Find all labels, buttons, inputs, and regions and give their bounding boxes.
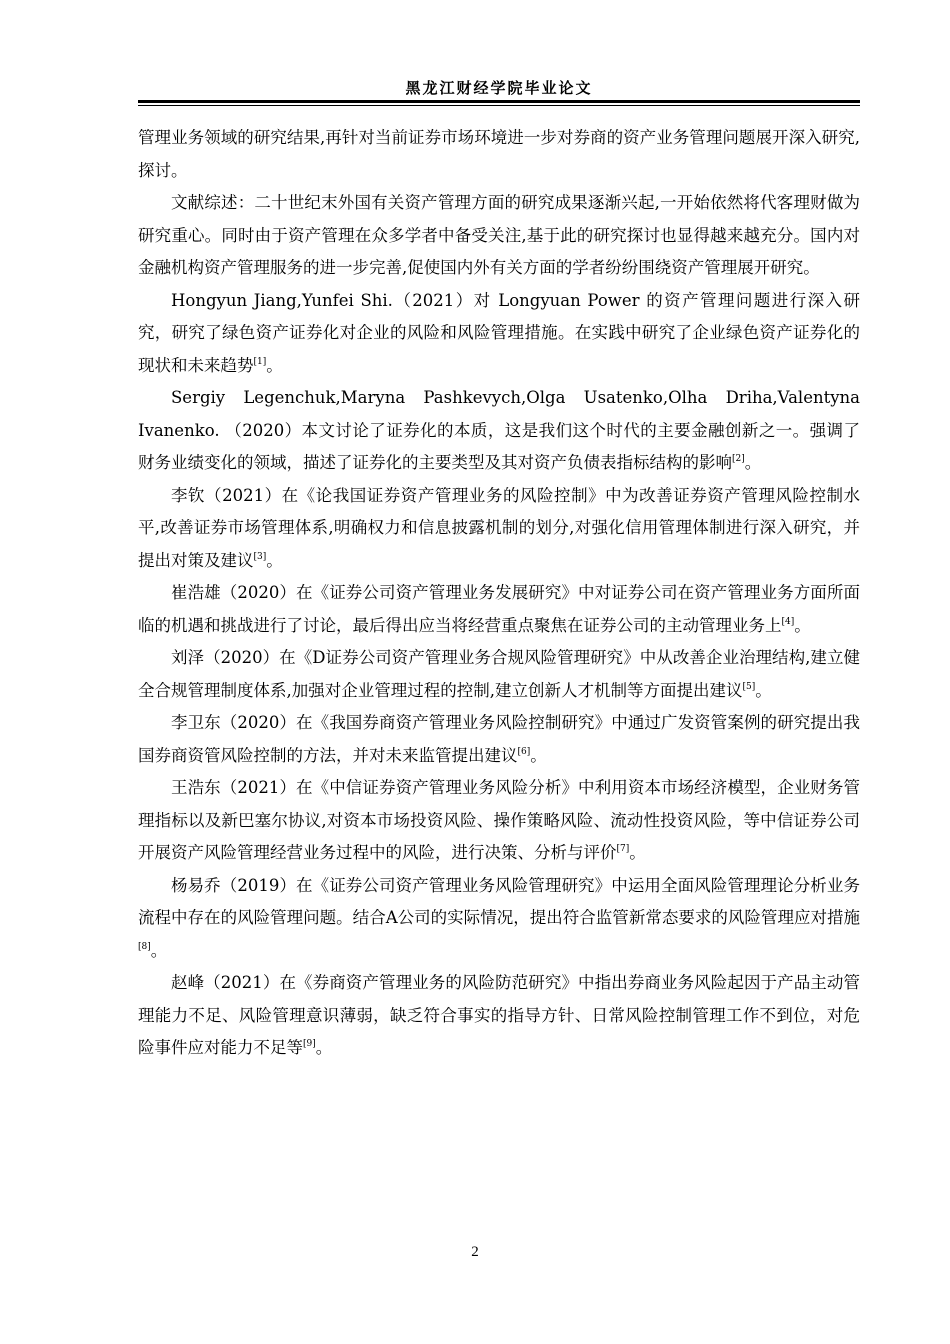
paragraph-tail: 。	[744, 453, 762, 472]
paragraph-text: 李钦（2021）在《论我国证券资产管理业务的风险控制》中为改善证券资产管理风险控制水平,改善证券市场管理体系,明确权力和信息披露机制的划分,对强化信用管理体制进行深入研究，并提出对策及建议	[138, 485, 860, 570]
header-rule-thick	[138, 100, 860, 103]
paragraph-text: 刘泽（2020）在《D证券公司资产管理业务合规风险管理研究》中从改善企业治理结构,建立健全合规管理制度体系,加强对企业管理过程的控制,建立创新人才机制等方面提出建议	[138, 648, 860, 700]
header-title: 黑龙江财经学院毕业论文	[405, 79, 593, 97]
citation-ref: [4]	[781, 616, 795, 627]
paragraph-tail: 。	[315, 1038, 333, 1057]
paragraph	[138, 870, 860, 968]
citation-ref: [3]	[253, 551, 267, 562]
citation-ref: [5]	[742, 681, 756, 692]
paragraph-tail: 。	[530, 745, 547, 765]
citation-ref: [1]	[253, 356, 267, 367]
paragraph-tail: 。	[266, 550, 283, 570]
citation-ref: [7]	[616, 844, 630, 854]
paragraph	[138, 707, 860, 772]
paragraph	[138, 122, 860, 187]
paragraph	[138, 577, 860, 642]
paragraph	[138, 772, 860, 870]
page-number: 2	[471, 1244, 479, 1260]
header-rule-thin	[138, 105, 860, 106]
paragraph-text: 王浩东（2021）在《中信证券资产管理业务风险分析》中利用资本市场经济模型，企业财务管理指标以及新巴塞尔协议,对资本市场投资风险、操作策略风险、流动性投资风险，等中信证券公司开展资产风险管理经营业务过程中的风险，进行决策、分析与评价	[138, 778, 860, 862]
paragraph-text: Hongyun Jiang,Yunfei Shi.（2021）对 Longyuan Power 的资产管理问题进行深入研究，研究了绿色资产证券化对企业的风险和风险管理措施。在实践中研究了企业绿色资产证券化的现状和未来趋势	[138, 290, 860, 375]
paragraph-text: 杨易乔（2019）在《证券公司资产管理业务风险管理研究》中运用全面风险管理理论分析业务流程中存在的风险管理问题。结合A公司的实际情况，提出符合监管新常态要求的风险管理应对措施	[138, 875, 860, 927]
citation-ref: [6]	[517, 746, 531, 757]
citation-ref: [9]	[303, 1039, 316, 1049]
citation-ref: [2]	[732, 454, 745, 464]
citation-ref: [8]	[138, 941, 151, 952]
paragraph-text: 管理业务领域的研究结果,再针对当前证券市场环境进一步对券商的资产业务管理问题展开深入研究,探讨。	[138, 128, 860, 180]
paragraph	[138, 285, 860, 383]
paragraph-tail: 。	[629, 843, 646, 862]
document-body	[138, 122, 860, 1065]
paragraph-tail: 。	[266, 355, 283, 375]
paragraph-text: 李卫东（2020）在《我国券商资产管理业务风险控制研究》中通过广发资管案例的研究提出我国券商资管风险控制的方法，并对未来监管提出建议	[138, 713, 860, 765]
page-header	[138, 78, 860, 106]
paragraph	[138, 967, 860, 1065]
paragraph-text: 崔浩雄（2020）在《证券公司资产管理业务发展研究》中对证券公司在资产管理业务方面所面临的机遇和挑战进行了讨论，最后得出应当将经营重点聚焦在证券公司的主动管理业务上	[138, 583, 860, 635]
paragraph-text: 文献综述：二十世纪末外国有关资产管理方面的研究成果逐渐兴起,一开始依然将代客理财做为研究重心。同时由于资产管理在众多学者中备受关注,基于此的研究探讨也显得越来越充分。国内对金融机构资产管理服务的进一步完善,促使国内外有关方面的学者纷纷围绕资产管理展开研究。	[138, 193, 860, 277]
paragraph	[138, 480, 860, 578]
paragraph-tail: 。	[755, 680, 772, 700]
paragraph-tail: 。	[150, 940, 168, 960]
paragraph-tail: 。	[794, 615, 811, 635]
paragraph-text: 赵峰（2021）在《券商资产管理业务的风险防范研究》中指出券商业务风险起因于产品主动管理能力不足、风险管理意识薄弱，缺乏符合事实的指导方针、日常风险控制管理工作不到位，对危险事件应对能力不足等	[138, 973, 860, 1057]
paragraph-text: Sergiy Legenchuk,Maryna Pashkevych,Olga Usatenko,Olha Driha,Valentyna Ivanenko. （2020）本文讨论了证券化的本质，这是我们这个时代的主要金融创新之一。强调了财务业绩变化的领域，描述了证券化的主要类型及其对资产负债表指标结构的影响	[138, 388, 860, 472]
paragraph	[138, 382, 860, 480]
paragraph	[138, 642, 860, 707]
paragraph	[138, 187, 860, 285]
